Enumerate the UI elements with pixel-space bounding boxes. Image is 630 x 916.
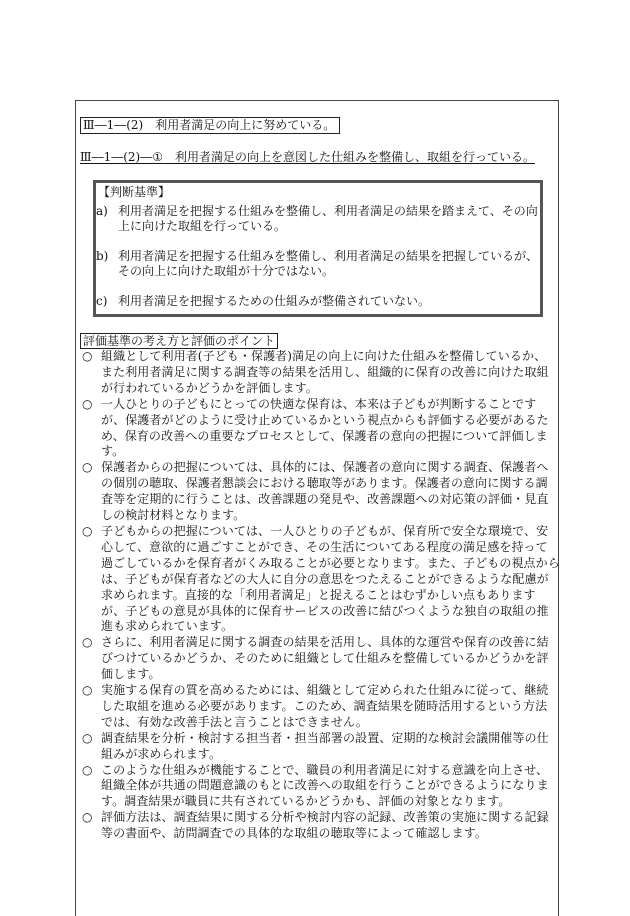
bullet-circle-icon: ○: [82, 635, 93, 650]
bullet-line: す。調査結果が職員に共有されているかどうかも、評価の対象となります。: [101, 794, 511, 809]
bullet-item: [80, 683, 552, 731]
bullet-line: 価します。: [101, 667, 161, 682]
criteria-item-line: 利用者満足を把握するための仕組みが整備されていない。: [118, 294, 431, 308]
criteria-items: [96, 204, 540, 309]
bullet-item: [80, 349, 552, 397]
criteria-item-line: 上に向けた取組を行っている。: [118, 219, 287, 233]
bullet-text: [101, 349, 549, 397]
bullet-line: このような仕組みが機能することで、職員の利用者満足に対する意識を向上させ、: [101, 762, 549, 777]
bullet-line: びつけているかどうか、そのために組織として仕組みを整備しているかどうかを評: [101, 651, 549, 666]
bullet-line: また利用者満足に関する調査等の結果を活用し、組織的に保育の改善に向けた取組: [101, 364, 549, 379]
bullet-text: [101, 460, 548, 524]
bullet-circle-icon: ○: [82, 460, 93, 475]
criteria-item-line: 利用者満足を把握する仕組みを整備し、利用者満足の結果を踏まえて、その向: [118, 204, 538, 218]
criteria-title: 【判断基準】: [98, 185, 171, 199]
bullet-item: [80, 763, 552, 811]
criteria-item-text: [118, 294, 430, 309]
bullet-item: [80, 810, 552, 842]
bullet-line: 求められます。直接的な「利用者満足」と捉えることはむずかしい点もあります: [101, 587, 536, 602]
bullet-text: [101, 397, 549, 461]
bullet-line: 進も求められています。: [101, 619, 234, 634]
criteria-item: [96, 294, 540, 309]
criteria-item-line: 利用者満足を把握する仕組みを整備し、利用者満足の結果を把握しているが、: [118, 249, 539, 263]
bullet-line: は、子どもが保育者などの大人に自分の意思をつたえることができるような配慮が: [101, 571, 549, 586]
bullet-text: [101, 635, 549, 683]
bullet-item: [80, 523, 560, 635]
criteria-item-label: b): [96, 249, 109, 263]
bullet-line: さらに、利用者満足に関する調査の結果を活用し、具体的な運営や保育の改善に結: [101, 635, 549, 650]
bullet-line: しの検討材料となります。: [101, 508, 246, 523]
bullet-line: 一人ひとりの子どもにとっての快適な保育は、本来は子どもが判断することです: [101, 396, 537, 411]
points-heading: 評価基準の考え方と評価のポイント: [80, 333, 278, 349]
bullet-line: 調査結果を分析・検討する担当者・担当部署の設置、定期的な検討会議開催等の仕: [101, 730, 549, 745]
bullet-line: 保護者からの把握については、具体的には、保護者の意向に関する調査、保護者へ: [101, 460, 549, 475]
bullet-circle-icon: ○: [82, 349, 93, 363]
bullet-circle-icon: ○: [82, 810, 93, 825]
criteria-box: [93, 180, 543, 317]
criteria-item-line: その向上に向けた取組が十分ではない。: [118, 264, 335, 278]
bullet-line: 組織全体が共通の問題意識のもとに改善への取組を行うことができるようになりま: [101, 778, 549, 793]
bullet-circle-icon: ○: [82, 762, 93, 777]
bullet-line: した取組を進める必要があります。このため、調査結果を随時活用するという方法: [101, 698, 548, 713]
criteria-item: [96, 249, 540, 279]
bullet-line: 評価方法は、調査結果に関する分析や検討内容の記録、改善策の実施に関する記録: [101, 810, 549, 825]
bullet-line: が、子どもの意見が具体的に保育サービスの改善に結びつくような独自の取組の推: [101, 603, 549, 618]
criteria-item-text: [118, 204, 538, 234]
criteria-item-text: [118, 249, 538, 279]
bullet-item: [80, 397, 552, 461]
bullet-text: [101, 810, 549, 842]
bullet-line: 子どもからの把握については、一人ひとりの子どもが、保育所で安全な環境で、安: [101, 523, 549, 538]
criteria-item-label: a): [96, 204, 108, 218]
bullet-text: [101, 524, 560, 635]
bullet-circle-icon: ○: [82, 683, 93, 698]
bullet-item: [80, 635, 552, 683]
bullet-line: 実施する保育の質を高めるためには、組織として定められた仕組みに従って、継続: [101, 683, 549, 698]
bullet-circle-icon: ○: [82, 396, 93, 411]
bullet-line: め、保育の改善への重要なプロセスとして、保護者の意向の把握について評価しま: [101, 428, 548, 443]
bullet-text: [101, 763, 549, 811]
bullet-line: す。: [101, 444, 125, 459]
bullet-text: [101, 683, 548, 731]
bullet-circle-icon: ○: [82, 523, 93, 538]
bullet-line: では、有効な改善手法と言うことはできません。: [101, 714, 368, 729]
criteria-item-label: c): [96, 294, 108, 308]
criteria-item: [96, 204, 540, 234]
bullet-item: [80, 731, 552, 763]
section-heading: Ⅲ―1―(2) 利用者満足の向上に努めている。: [80, 117, 340, 134]
bullet-line: 組織として利用者(子ども・保護者)満足の向上に向けた仕組みを整備しているか、: [101, 349, 547, 363]
bullet-text: [101, 731, 549, 763]
bullet-line: 等の書面や、訪問調査での具体的な取組の聴取等によって確認します。: [101, 826, 488, 841]
bullet-line: 組みが求められます。: [101, 746, 222, 761]
bullet-line: の個別の聴取、保護者懇談会における聴取等があります。保護者の意向に関する調: [101, 476, 548, 491]
bullet-line: が行われているかどうかを評価します。: [101, 380, 318, 395]
bullet-line: 過ごしているかを保育者がくみ取ることが必要となります。また、子どもの視点から: [101, 555, 560, 570]
bullet-circle-icon: ○: [82, 730, 93, 745]
bullet-line: 査等を定期的に行うことは、改善課題の発見や、改善課題への対応策の評価・見直: [101, 492, 549, 507]
bullet-line: 心して、意欲的に過ごすことができ、その生活についてある程度の満足感を持って: [101, 539, 548, 554]
item-heading: Ⅲ―1―(2)―① 利用者満足の向上を意図した仕組みを整備し、取組を行っている。: [80, 150, 535, 164]
points-bullet-list: [80, 349, 560, 842]
bullet-line: が、保護者がどのように受け止めているかという視点からも評価する必要があるた: [101, 412, 549, 427]
bullet-item: [80, 460, 552, 524]
